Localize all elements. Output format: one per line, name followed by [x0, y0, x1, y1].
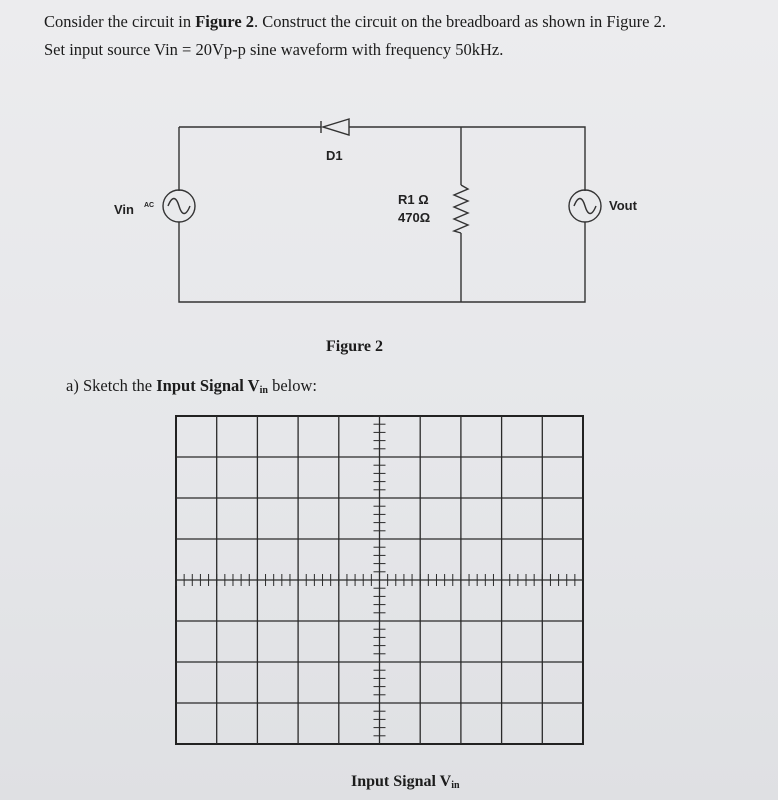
resistor-name: R1 Ω	[398, 192, 429, 207]
figure-ref: Figure 2	[195, 12, 255, 31]
vin-label: Vin	[114, 202, 134, 217]
diode-label: D1	[326, 148, 343, 163]
figure-caption: Figure 2	[326, 338, 384, 355]
ac-tag: AC	[144, 202, 155, 209]
graph-caption: Input Signal $V_{in}$	[351, 773, 460, 791]
question-a: a) Sketch the Input Signal $V_{in}$ below:	[66, 376, 317, 396]
instruction-line-2: Set input source Vin = 20Vp-p sine waveform with frequency 50kHz.	[44, 40, 504, 59]
instruction-line-1: Consider the circuit in Figure 2. Construct the circuit on the breadboard as shown in Figure 2.	[44, 12, 666, 31]
vout-label: Vout	[609, 198, 637, 213]
resistor-value: 470Ω	[398, 210, 431, 225]
